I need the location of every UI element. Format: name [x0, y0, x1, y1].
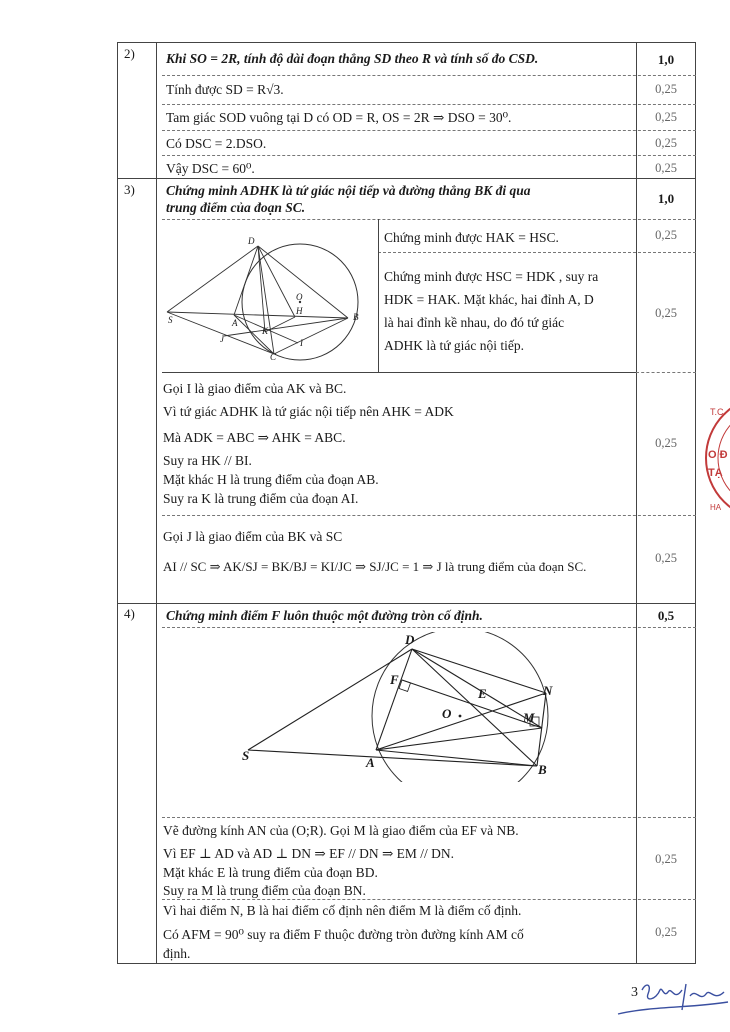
- row-divider: [162, 817, 696, 818]
- step-score: 0,25: [655, 136, 677, 150]
- figure-label: D: [405, 632, 415, 647]
- step-score: 0,25: [655, 110, 677, 124]
- answer-step: HDK = HAK. Mặt khác, hai đỉnh A, D: [384, 292, 594, 307]
- svg-text:T.C.: T.C.: [710, 407, 727, 417]
- step-score: 0,25: [655, 436, 677, 450]
- row-divider: [162, 899, 696, 900]
- section-divider: [117, 603, 696, 604]
- answer-step: là hai đỉnh kề nhau, do đó tứ giác: [384, 315, 565, 330]
- header-score: 1,0: [657, 52, 675, 67]
- row-divider: [162, 155, 696, 156]
- answer-step: Có AFM = 90⁰ suy ra điểm F thuộc đường tròn đường kính AM cố: [163, 927, 524, 942]
- answer-step: định.: [163, 946, 191, 961]
- answer-step: Mặt khác H là trung điểm của đoạn AB.: [163, 472, 379, 487]
- answer-step: Tính được SD = R√3.: [166, 82, 284, 97]
- step-score: 0,25: [655, 852, 677, 866]
- figure-label: B: [538, 762, 547, 777]
- row-divider: [636, 372, 696, 373]
- figure-label: N: [543, 683, 553, 698]
- figure-label: S: [242, 748, 250, 763]
- answer-step: Chứng minh được HSC = HDK , suy ra: [384, 269, 599, 284]
- figure-cell-divider: [378, 219, 379, 372]
- answer-step: Chứng minh được HAK = HSC.: [384, 230, 559, 245]
- answer-step: Vì tứ giác ADHK là tứ giác nội tiếp nên AHK = ADK: [163, 404, 454, 419]
- figure-label: M: [523, 710, 535, 725]
- answer-step: Vì EF ⊥ AD và AD ⊥ DN ⇒ EF // DN ⇒ EM // DN.: [163, 846, 455, 861]
- answer-step: Vì hai điểm N, B là hai điểm cố định nên điểm M là điểm cố định.: [163, 903, 522, 918]
- page-number: 3: [631, 985, 638, 1000]
- number-column-divider: [156, 42, 157, 964]
- answer-step: Có DSC = 2.DSO.: [166, 136, 267, 151]
- answer-step: Vẽ đường kính AN của (O;R). Gọi M là giao điểm của EF và NB.: [163, 823, 519, 838]
- figure-label: D: [248, 236, 255, 246]
- step-score: 0,25: [655, 82, 677, 96]
- step-score: 0,25: [655, 551, 677, 565]
- row-divider: [162, 104, 696, 105]
- svg-text:O Đ: O Đ: [708, 449, 728, 461]
- figure-label: I: [300, 338, 303, 348]
- header-score: 1,0: [657, 191, 675, 206]
- question-number: 4): [124, 606, 135, 621]
- figure-label: B: [353, 312, 359, 322]
- circle-o: [372, 632, 548, 782]
- figure-label: H: [296, 306, 303, 316]
- figure-label: F: [390, 672, 399, 687]
- red-stamp: [696, 388, 730, 528]
- step-score: 0,25: [655, 925, 677, 939]
- row-divider: [162, 219, 696, 220]
- answer-step: Tam giác SOD vuông tại D có OD = R, OS = 2R ⇒ DSO = 30⁰.: [166, 110, 512, 125]
- row-divider: [162, 627, 696, 628]
- figure-label: A: [232, 318, 238, 328]
- answer-step: Mà ADK = ABC ⇒ AHK = ABC.: [163, 430, 346, 445]
- row-divider: [378, 252, 696, 253]
- answer-step: Gọi J là giao điểm của BK và SC: [163, 529, 343, 544]
- answer-step: ADHK là tứ giác nội tiếp.: [384, 338, 525, 353]
- section-divider: [117, 178, 696, 179]
- question-number: 3): [124, 182, 135, 197]
- answer-step: Gọi I là giao điểm của AK và BC.: [163, 381, 347, 396]
- figure-label: S: [168, 315, 173, 325]
- row-divider: [162, 130, 696, 131]
- figure-label: E: [478, 686, 487, 701]
- score-column-divider: [636, 42, 637, 964]
- answer-step: Suy ra M là trung điểm của đoạn BN.: [163, 883, 366, 898]
- svg-text:TẠ: TẠ: [708, 467, 723, 479]
- figure-label: J: [220, 334, 224, 344]
- svg-text:HA: HA: [710, 503, 722, 512]
- figure-label: C: [270, 352, 277, 362]
- question-header: Khi SO = 2R, tính độ dài đoạn thẳng SD theo R và tính số đo CSD.: [166, 51, 539, 66]
- figure-label: O: [296, 292, 303, 302]
- figure-f-circle: [230, 632, 570, 782]
- figure-label: A: [366, 755, 375, 770]
- step-score: 0,25: [655, 306, 677, 320]
- answer-step: AI // SC ⇒ AK/SJ = BK/BJ = KI/JC ⇒ SJ/JC = 1 ⇒ J là trung điểm của đoạn SC.: [163, 559, 587, 574]
- question-header: Chứng minh điểm F luôn thuộc một đường tròn cố định.: [166, 608, 483, 623]
- answer-step: Suy ra K là trung điểm của đoạn AI.: [163, 491, 359, 506]
- question-header-line2: trung điểm của đoạn SC.: [166, 200, 306, 215]
- step-score: 0,25: [655, 161, 677, 175]
- question-header-line1: Chứng minh ADHK là tứ giác nội tiếp và đường thẳng BK đi qua: [166, 183, 531, 198]
- answer-step: Mặt khác E là trung điểm của đoạn BD.: [163, 865, 378, 880]
- figure-label: K: [262, 326, 269, 336]
- step-score: 0,25: [655, 228, 677, 242]
- figure-adhk: [162, 222, 376, 370]
- row-divider: [162, 515, 696, 516]
- question-number: 2): [124, 46, 135, 61]
- signature: [612, 980, 730, 1024]
- header-score: 0,5: [657, 608, 675, 623]
- row-divider: [162, 75, 696, 76]
- figure-label: O: [442, 706, 452, 721]
- answer-step: Suy ra HK // BI.: [163, 453, 252, 468]
- answer-step: Vậy DSC = 60⁰.: [166, 161, 255, 176]
- row-divider: [162, 372, 636, 373]
